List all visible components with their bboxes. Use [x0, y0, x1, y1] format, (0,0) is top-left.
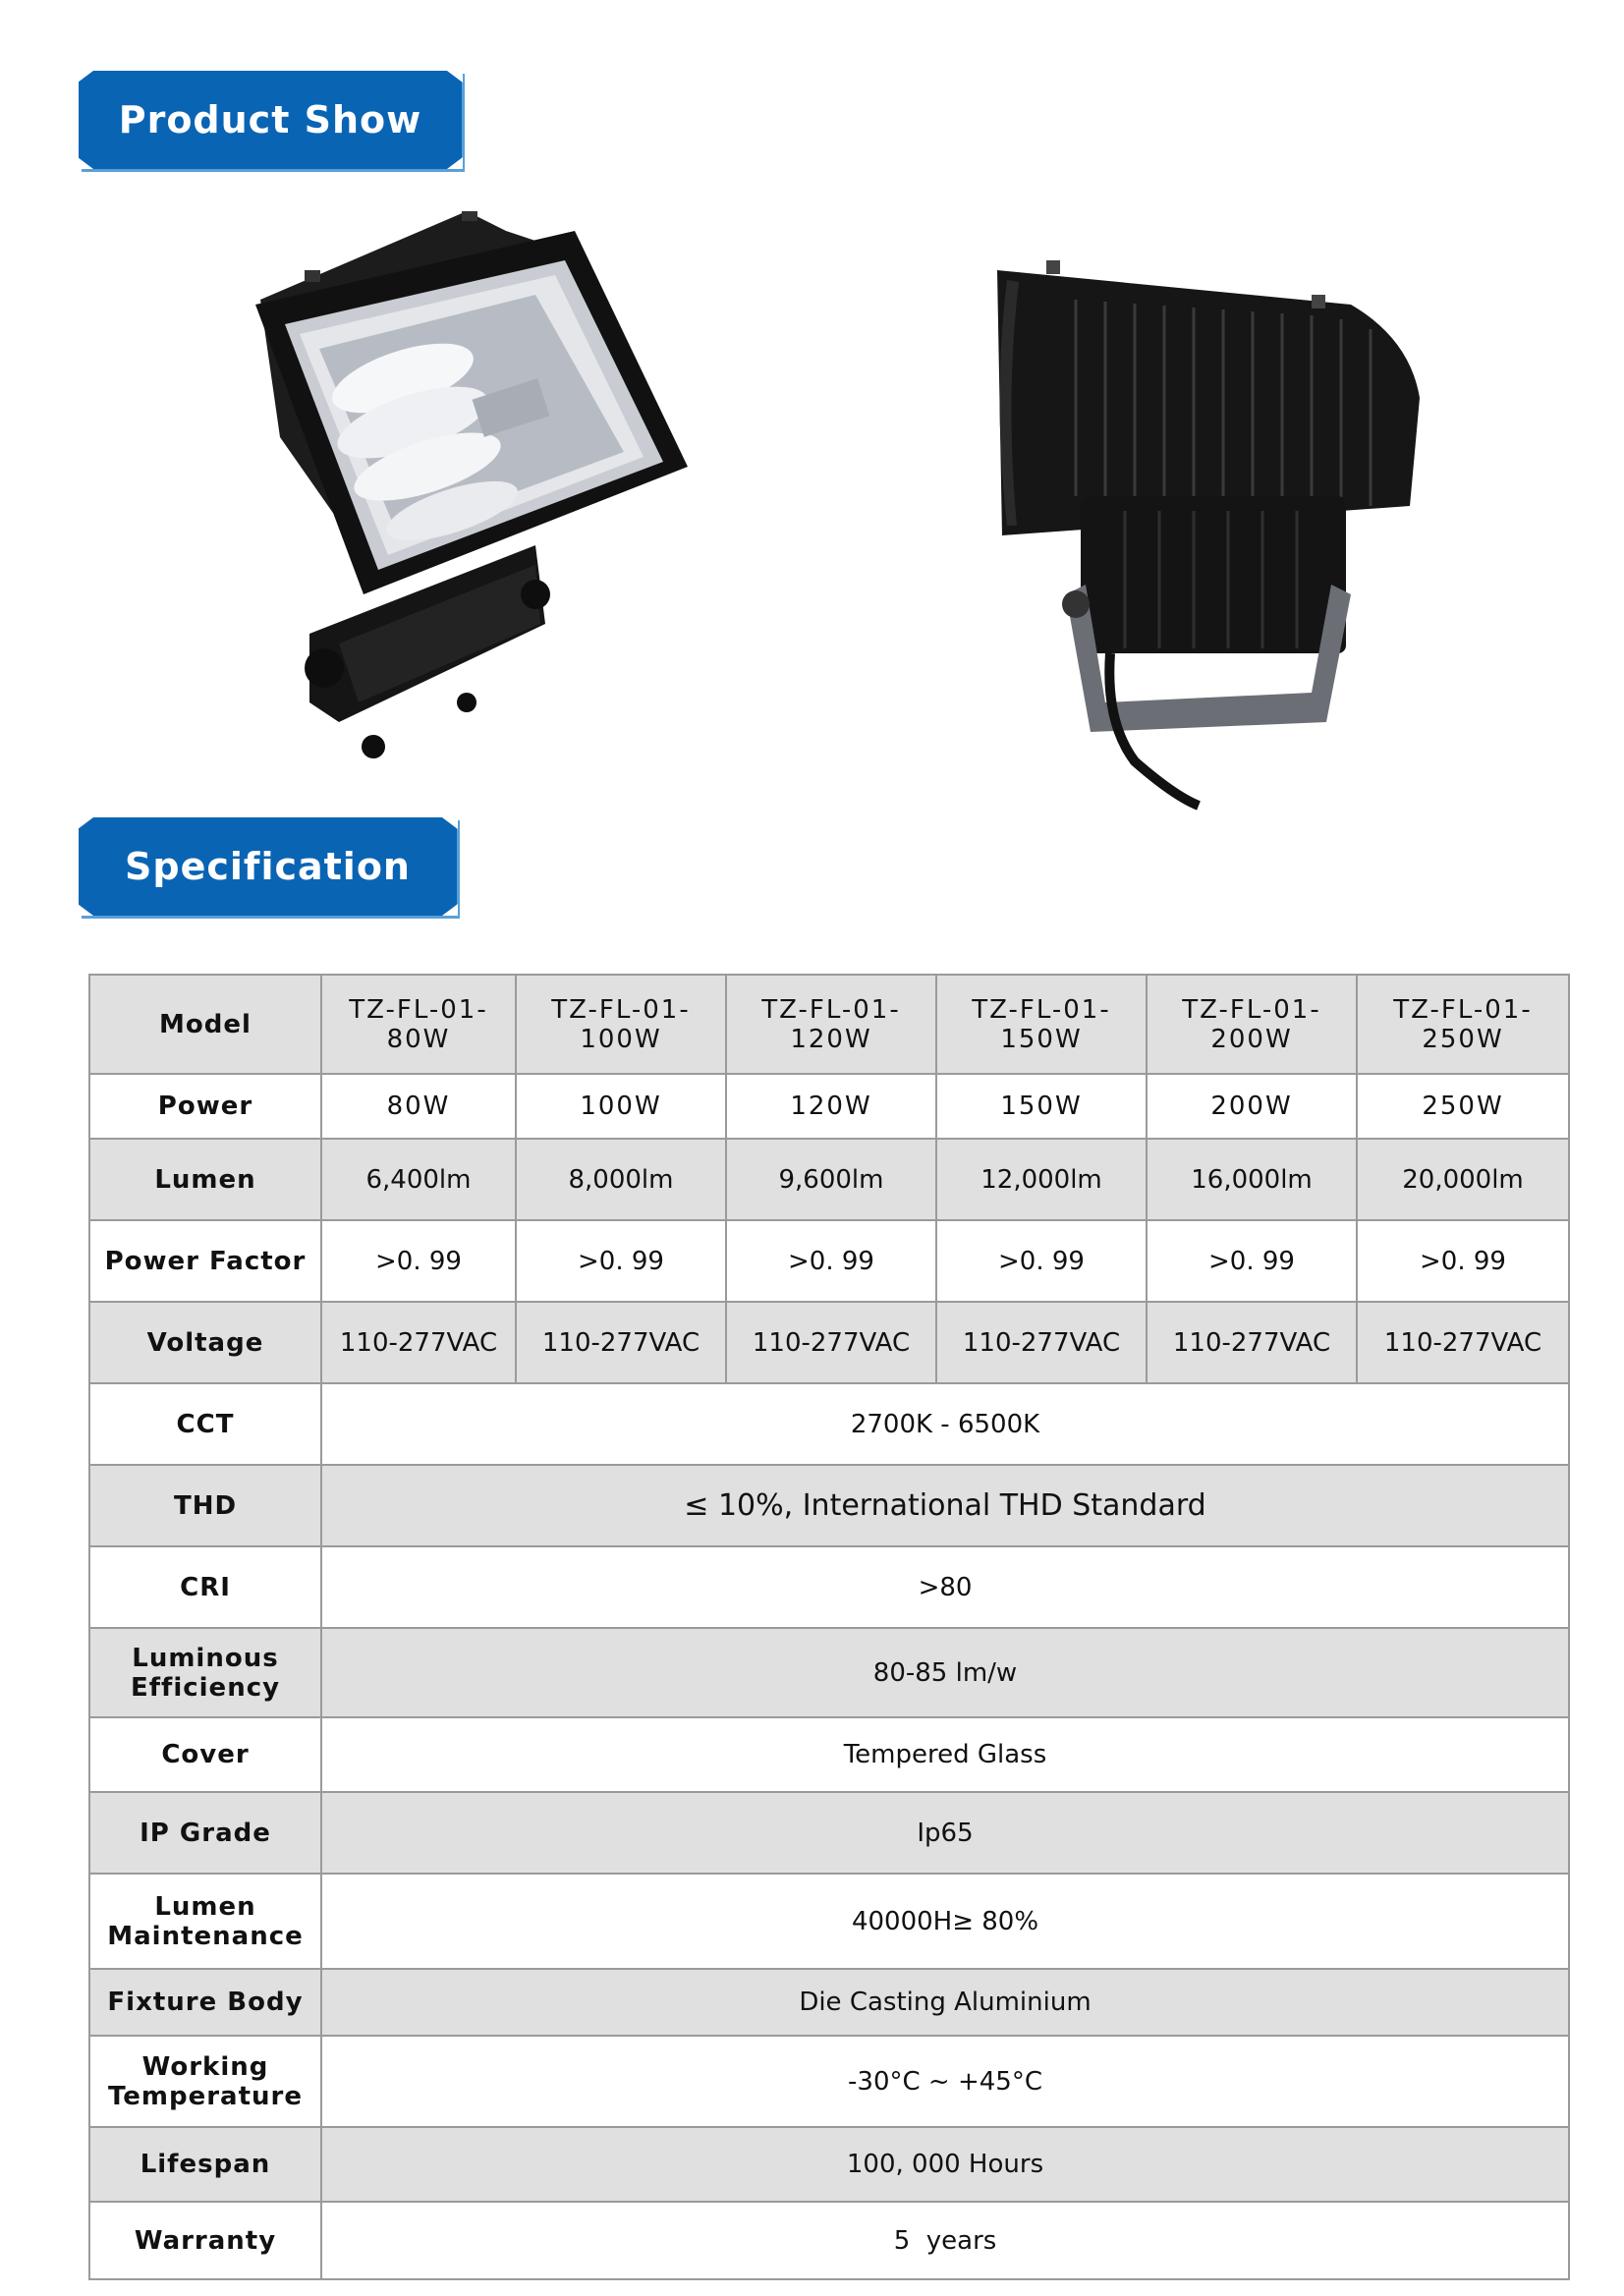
power-factor-label: Power Factor	[89, 1220, 321, 1302]
model-cell: TZ-FL-01- 80W	[321, 975, 516, 1074]
table-row-ip-grade	[89, 1792, 1569, 1874]
lumen-cell: 12,000lm	[936, 1139, 1147, 1220]
luminous-efficiency-label: Luminous Efficiency	[89, 1628, 321, 1717]
specification-banner	[79, 817, 457, 916]
table-row-voltage	[89, 1302, 1569, 1383]
ip-grade-label: IP Grade	[89, 1792, 321, 1874]
voltage-cell: 110-277VAC	[321, 1302, 516, 1383]
ip-grade-value: Ip65	[321, 1792, 1569, 1874]
warranty-value: 5 years	[321, 2202, 1569, 2279]
product-show-title: Product Show	[118, 98, 422, 141]
table-row-power	[89, 1074, 1569, 1139]
power-cell: 150W	[936, 1074, 1147, 1139]
power-cell: 250W	[1357, 1074, 1569, 1139]
specification-table	[88, 974, 1570, 2280]
table-row-lifespan	[89, 2127, 1569, 2202]
table-row-lumen-maintenance	[89, 1874, 1569, 1969]
cct-label: CCT	[89, 1383, 321, 1465]
power-cell: 200W	[1147, 1074, 1357, 1139]
power-factor-cell: >0. 99	[726, 1220, 936, 1302]
cri-label: CRI	[89, 1546, 321, 1628]
voltage-cell: 110-277VAC	[936, 1302, 1147, 1383]
lumen-cell: 6,400lm	[321, 1139, 516, 1220]
power-cell: 100W	[516, 1074, 726, 1139]
power-factor-cell: >0. 99	[936, 1220, 1147, 1302]
power-factor-cell: >0. 99	[1357, 1220, 1569, 1302]
cri-value: >80	[321, 1546, 1569, 1628]
table-row-power-factor	[89, 1220, 1569, 1302]
table-row-fixture-body	[89, 1969, 1569, 2036]
table-row-working-temperature	[89, 2036, 1569, 2127]
voltage-cell: 110-277VAC	[1357, 1302, 1569, 1383]
working-temperature-value: -30°C ~ +45°C	[321, 2036, 1569, 2127]
fixture-body-label: Fixture Body	[89, 1969, 321, 2036]
floodlight-rear-image	[987, 260, 1439, 811]
cover-value: Tempered Glass	[321, 1717, 1569, 1792]
product-show-banner	[79, 71, 462, 169]
floodlight-front-image	[241, 211, 712, 761]
table-row-lumen	[89, 1139, 1569, 1220]
table-row-cct	[89, 1383, 1569, 1465]
table-row-luminous-efficiency	[89, 1628, 1569, 1717]
specification-title: Specification	[125, 845, 411, 888]
thd-value: ≤ 10%, International THD Standard	[321, 1465, 1569, 1546]
voltage-label: Voltage	[89, 1302, 321, 1383]
luminous-efficiency-value: 80-85 lm/w	[321, 1628, 1569, 1717]
lumen-cell: 20,000lm	[1357, 1139, 1569, 1220]
warranty-label: Warranty	[89, 2202, 321, 2279]
model-label: Model	[89, 975, 321, 1074]
lumen-cell: 16,000lm	[1147, 1139, 1357, 1220]
model-cell: TZ-FL-01- 250W	[1357, 975, 1569, 1074]
power-label: Power	[89, 1074, 321, 1139]
voltage-cell: 110-277VAC	[516, 1302, 726, 1383]
power-factor-cell: >0. 99	[516, 1220, 726, 1302]
power-cell: 120W	[726, 1074, 936, 1139]
power-factor-cell: >0. 99	[321, 1220, 516, 1302]
lumen-maintenance-value: 40000H≥ 80%	[321, 1874, 1569, 1969]
model-cell: TZ-FL-01- 200W	[1147, 975, 1357, 1074]
lumen-cell: 9,600lm	[726, 1139, 936, 1220]
voltage-cell: 110-277VAC	[726, 1302, 936, 1383]
lumen-cell: 8,000lm	[516, 1139, 726, 1220]
working-temperature-label: Working Temperature	[89, 2036, 321, 2127]
power-cell: 80W	[321, 1074, 516, 1139]
fixture-body-value: Die Casting Aluminium	[321, 1969, 1569, 2036]
thd-label: THD	[89, 1465, 321, 1546]
table-row-thd	[89, 1465, 1569, 1546]
cct-value: 2700K - 6500K	[321, 1383, 1569, 1465]
model-cell: TZ-FL-01- 150W	[936, 975, 1147, 1074]
cover-label: Cover	[89, 1717, 321, 1792]
lifespan-label: Lifespan	[89, 2127, 321, 2202]
table-row-cover	[89, 1717, 1569, 1792]
model-cell: TZ-FL-01- 100W	[516, 975, 726, 1074]
table-row-cri	[89, 1546, 1569, 1628]
model-cell: TZ-FL-01- 120W	[726, 975, 936, 1074]
table-row-warranty	[89, 2202, 1569, 2279]
power-factor-cell: >0. 99	[1147, 1220, 1357, 1302]
lifespan-value: 100, 000 Hours	[321, 2127, 1569, 2202]
lumen-maintenance-label: Lumen Maintenance	[89, 1874, 321, 1969]
voltage-cell: 110-277VAC	[1147, 1302, 1357, 1383]
lumen-label: Lumen	[89, 1139, 321, 1220]
table-row-model	[89, 975, 1569, 1074]
